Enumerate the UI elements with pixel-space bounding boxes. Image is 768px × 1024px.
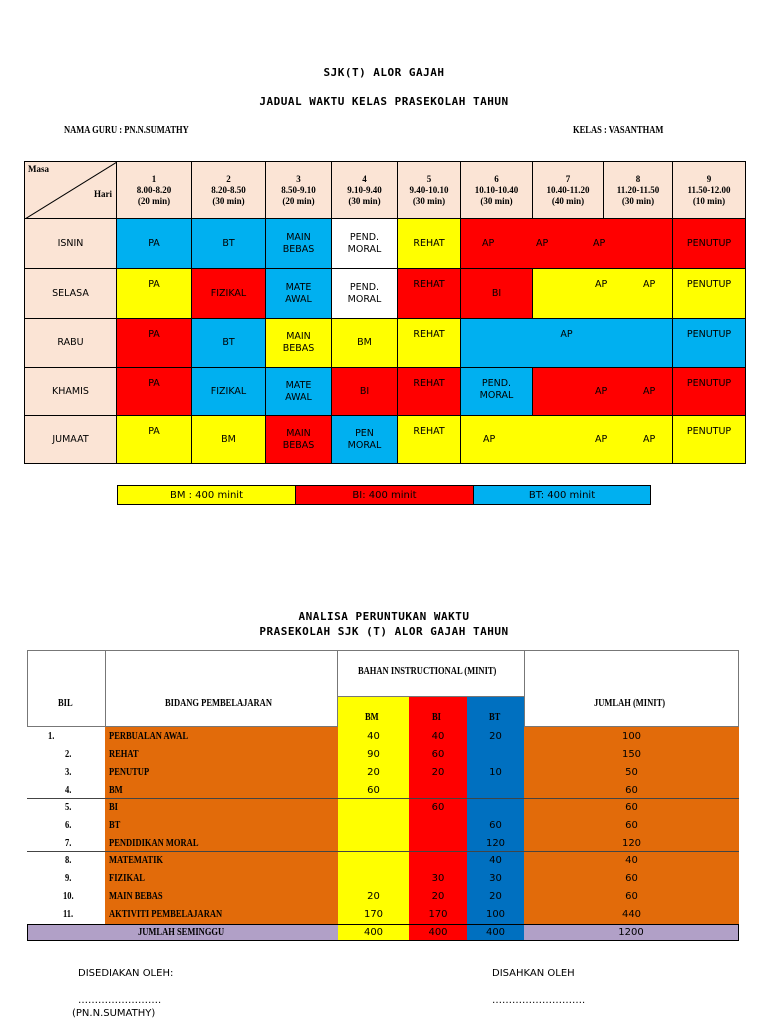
slot-isnin-6-8 bbox=[461, 219, 673, 269]
slot-selasa-6: BI bbox=[461, 269, 533, 319]
row-bil: 8. bbox=[65, 854, 72, 866]
slot-rabu-1: PA bbox=[117, 319, 192, 368]
row-name: AKTIVITI PEMBELAJARAN bbox=[109, 908, 223, 920]
slot-selasa-7: AP bbox=[595, 279, 608, 290]
row-bil: 3. bbox=[65, 766, 72, 778]
slot-isnin-5: REHAT bbox=[398, 219, 461, 269]
row-bil: 2. bbox=[65, 748, 72, 760]
day-label: ISNIN bbox=[25, 219, 117, 269]
row-total: 150 bbox=[621, 748, 642, 760]
row-bm: 170 bbox=[363, 908, 384, 920]
slot-jumaat-9: PENUTUP bbox=[673, 416, 746, 464]
slot-jumaat-4: PEN MORAL bbox=[332, 416, 398, 464]
row-total: 60 bbox=[625, 890, 638, 902]
slot-khamis-6: PEND. MORAL bbox=[461, 368, 533, 416]
row-bm bbox=[338, 798, 409, 816]
slot-isnin-4: PEND. MORAL bbox=[332, 219, 398, 269]
row-name: REHAT bbox=[109, 748, 139, 760]
row-bt bbox=[467, 745, 524, 763]
page-title: JADUAL WAKTU KELAS PRASEKOLAH TAHUN bbox=[259, 95, 509, 108]
corner-masa: Masa bbox=[28, 164, 49, 174]
period-header-9: 9 11.50-12.00 (10 min) bbox=[673, 162, 746, 219]
period-header-4: 4 9.10-9.40 (30 min) bbox=[332, 162, 398, 219]
row-bt: 60 bbox=[489, 819, 502, 831]
row-name: MATEMATIK bbox=[109, 854, 163, 866]
row-bt: 40 bbox=[489, 854, 502, 866]
slot-khamis-5: REHAT bbox=[398, 368, 461, 416]
slot-jumaat-8: AP bbox=[643, 433, 656, 445]
col-bil-header: BIL bbox=[58, 698, 73, 709]
row-bi: 20 bbox=[431, 890, 445, 902]
row-bm bbox=[338, 834, 409, 852]
slot-selasa-1: PA bbox=[117, 269, 192, 319]
slot-selasa-8: AP bbox=[643, 279, 656, 290]
row-total: 60 bbox=[625, 872, 638, 884]
row-bt: 120 bbox=[485, 837, 506, 849]
row-total: 120 bbox=[621, 837, 642, 849]
prepared-by-label: DISEDIAKAN OLEH: bbox=[78, 968, 174, 979]
slot-jumaat-3: MAIN BEBAS bbox=[266, 416, 332, 464]
row-bm: 90 bbox=[367, 748, 380, 760]
slot-khamis-2: FIZIKAL bbox=[192, 368, 266, 416]
slot-jumaat-6: AP bbox=[483, 433, 496, 445]
day-label: SELASA bbox=[25, 269, 117, 319]
slot-rabu-2: BT bbox=[192, 319, 266, 368]
col-bi-header: BI bbox=[432, 712, 441, 723]
slot-khamis-8: AP bbox=[643, 385, 656, 397]
preparer-name: (PN.N.SUMATHY) bbox=[72, 1008, 156, 1019]
row-total: 440 bbox=[621, 908, 642, 920]
slot-isnin-7b: AP bbox=[593, 237, 606, 249]
period-header-7: 7 10.40-11.20 (40 min) bbox=[533, 162, 604, 219]
table-row bbox=[27, 905, 739, 923]
total-row bbox=[27, 924, 739, 941]
total-bm: 400 bbox=[363, 926, 384, 938]
slot-khamis-1: PA bbox=[117, 368, 192, 416]
approved-by-label: DISAHKAN OLEH bbox=[492, 968, 575, 979]
row-bt bbox=[467, 798, 524, 816]
row-bil: 4. bbox=[65, 784, 72, 796]
slot-selasa-5: REHAT bbox=[398, 269, 461, 319]
row-bm: 40 bbox=[367, 730, 380, 742]
slot-rabu-5: REHAT bbox=[398, 319, 461, 368]
slot-khamis-4: BI bbox=[332, 368, 398, 416]
total-bi: 400 bbox=[428, 926, 448, 938]
row-bi: 20 bbox=[431, 766, 445, 778]
row-bil: 10. bbox=[63, 890, 74, 902]
analysis-subtitle: PRASEKOLAH SJK (T) ALOR GAJAH TAHUN bbox=[259, 625, 509, 638]
legend-bm: BM : 400 minit bbox=[117, 485, 296, 505]
slot-rabu-9: PENUTUP bbox=[673, 319, 746, 368]
table-row bbox=[27, 887, 739, 905]
row-bi: 30 bbox=[431, 872, 445, 884]
slot-selasa-7-8 bbox=[533, 269, 673, 319]
row-bi bbox=[409, 781, 467, 799]
row-name: BT bbox=[109, 819, 121, 831]
analysis-title: ANALISA PERUNTUKAN WAKTU bbox=[298, 610, 470, 623]
table-row bbox=[27, 727, 739, 745]
teacher-name: NAMA GURU : PN.N.SUMATHY bbox=[64, 125, 189, 136]
class-name: KELAS : VASANTHAM bbox=[573, 125, 664, 136]
slot-rabu-6-8: AP bbox=[461, 319, 673, 368]
row-total: 50 bbox=[625, 766, 638, 778]
signature-line-left: ……………………. bbox=[78, 995, 162, 1006]
table-row bbox=[27, 798, 739, 816]
slot-selasa-3: MATE AWAL bbox=[266, 269, 332, 319]
row-bt: 20 bbox=[489, 890, 502, 902]
row-bi: 40 bbox=[431, 730, 445, 742]
table-row bbox=[27, 851, 739, 869]
slot-isnin-1: PA bbox=[117, 219, 192, 269]
row-bil: 6. bbox=[65, 819, 72, 831]
row-bt bbox=[467, 781, 524, 799]
table-row bbox=[27, 816, 739, 834]
slot-khamis-3: MATE AWAL bbox=[266, 368, 332, 416]
slot-isnin-2: BT bbox=[192, 219, 266, 269]
col-bm-header: BM bbox=[365, 712, 379, 723]
row-bil: 9. bbox=[65, 872, 72, 884]
slot-jumaat-2: BM bbox=[192, 416, 266, 464]
row-bi: 170 bbox=[428, 908, 448, 920]
slot-selasa-4: PEND. MORAL bbox=[332, 269, 398, 319]
table-row bbox=[27, 745, 739, 763]
table-row bbox=[27, 763, 739, 781]
row-bil: 1. bbox=[48, 730, 55, 742]
slot-jumaat-6-8 bbox=[461, 416, 673, 464]
row-bm bbox=[338, 851, 409, 869]
row-bi bbox=[409, 834, 467, 852]
row-bi bbox=[409, 851, 467, 869]
row-total: 60 bbox=[625, 784, 638, 796]
row-bm bbox=[338, 869, 409, 887]
period-header-6: 6 10.10-10.40 (30 min) bbox=[461, 162, 533, 219]
period-header-3: 3 8.50-9.10 (20 min) bbox=[266, 162, 332, 219]
total-bt: 400 bbox=[485, 926, 506, 938]
slot-jumaat-7: AP bbox=[595, 433, 608, 445]
timetable bbox=[24, 161, 746, 464]
row-bm: 20 bbox=[367, 890, 380, 902]
row-name: PENUTUP bbox=[109, 766, 150, 778]
row-bil: 7. bbox=[65, 837, 72, 849]
row-bi bbox=[409, 816, 467, 834]
slot-isnin-9: PENUTUP bbox=[673, 219, 746, 269]
row-total: 100 bbox=[621, 730, 642, 742]
slot-selasa-2: FIZIKAL bbox=[192, 269, 266, 319]
slot-isnin-3: MAIN BEBAS bbox=[266, 219, 332, 269]
slot-rabu-4: BM bbox=[332, 319, 398, 368]
col-bahan-header: BAHAN INSTRUCTIONAL (MINIT) bbox=[358, 666, 497, 677]
day-label: RABU bbox=[25, 319, 117, 368]
signature-line-right: ………………………. bbox=[492, 995, 586, 1006]
col-bidang-header: BIDANG PEMBELAJARAN bbox=[165, 698, 272, 709]
row-bil: 11. bbox=[63, 908, 74, 920]
period-header-5: 5 9.40-10.10 (30 min) bbox=[398, 162, 461, 219]
slot-jumaat-5: REHAT bbox=[398, 416, 461, 464]
slot-jumaat-1: PA bbox=[117, 416, 192, 464]
slot-khamis-9: PENUTUP bbox=[673, 368, 746, 416]
row-bil: 5. bbox=[65, 801, 72, 813]
table-row bbox=[27, 781, 739, 798]
slot-isnin-6: AP bbox=[482, 237, 495, 249]
row-bt: 20 bbox=[489, 730, 502, 742]
period-header-8: 8 11.20-11.50 (30 min) bbox=[604, 162, 673, 219]
row-bm bbox=[338, 816, 409, 834]
row-name: PERBUALAN AWAL bbox=[109, 730, 189, 742]
row-bt: 100 bbox=[485, 908, 506, 920]
period-header-1: 1 8.00-8.20 (20 min) bbox=[117, 162, 192, 219]
row-name: BI bbox=[109, 801, 118, 813]
table-row bbox=[27, 869, 739, 887]
row-name: MAIN BEBAS bbox=[109, 890, 163, 902]
row-name: BM bbox=[109, 784, 123, 796]
table-row bbox=[27, 834, 739, 851]
slot-rabu-3: MAIN BEBAS bbox=[266, 319, 332, 368]
col-bt-header: BT bbox=[489, 712, 501, 723]
row-bi: 60 bbox=[431, 801, 445, 813]
slot-khamis-7: AP bbox=[595, 385, 608, 397]
row-bi: 60 bbox=[431, 748, 445, 760]
row-total: 40 bbox=[625, 854, 638, 866]
period-header-2: 2 8.20-8.50 (30 min) bbox=[192, 162, 266, 219]
corner-hari: Hari bbox=[94, 189, 112, 199]
day-label: KHAMIS bbox=[25, 368, 117, 416]
slot-selasa-9: PENUTUP bbox=[673, 269, 746, 319]
legend-bt: BT: 400 minit bbox=[473, 485, 651, 505]
analysis-table bbox=[27, 650, 739, 942]
row-name: FIZIKAL bbox=[109, 872, 145, 884]
row-total: 60 bbox=[625, 819, 638, 831]
row-bm: 20 bbox=[367, 766, 380, 778]
row-bt: 30 bbox=[489, 872, 502, 884]
total-label: JUMLAH SEMINGGU bbox=[138, 926, 225, 938]
legend-bi: BI: 400 minit bbox=[295, 485, 474, 505]
row-bt: 10 bbox=[489, 766, 502, 778]
col-jumlah-header: JUMLAH (MINIT) bbox=[594, 698, 666, 709]
slot-khamis-7-8 bbox=[533, 368, 673, 416]
slot-isnin-7a: AP bbox=[536, 237, 549, 249]
day-label: JUMAAT bbox=[25, 416, 117, 464]
school-name: SJK(T) ALOR GAJAH bbox=[323, 66, 445, 79]
corner-cell bbox=[25, 162, 117, 219]
row-name: PENDIDIKAN MORAL bbox=[109, 837, 199, 849]
total-all: 1200 bbox=[618, 926, 644, 938]
row-bm: 60 bbox=[367, 784, 380, 796]
row-total: 60 bbox=[625, 801, 638, 813]
